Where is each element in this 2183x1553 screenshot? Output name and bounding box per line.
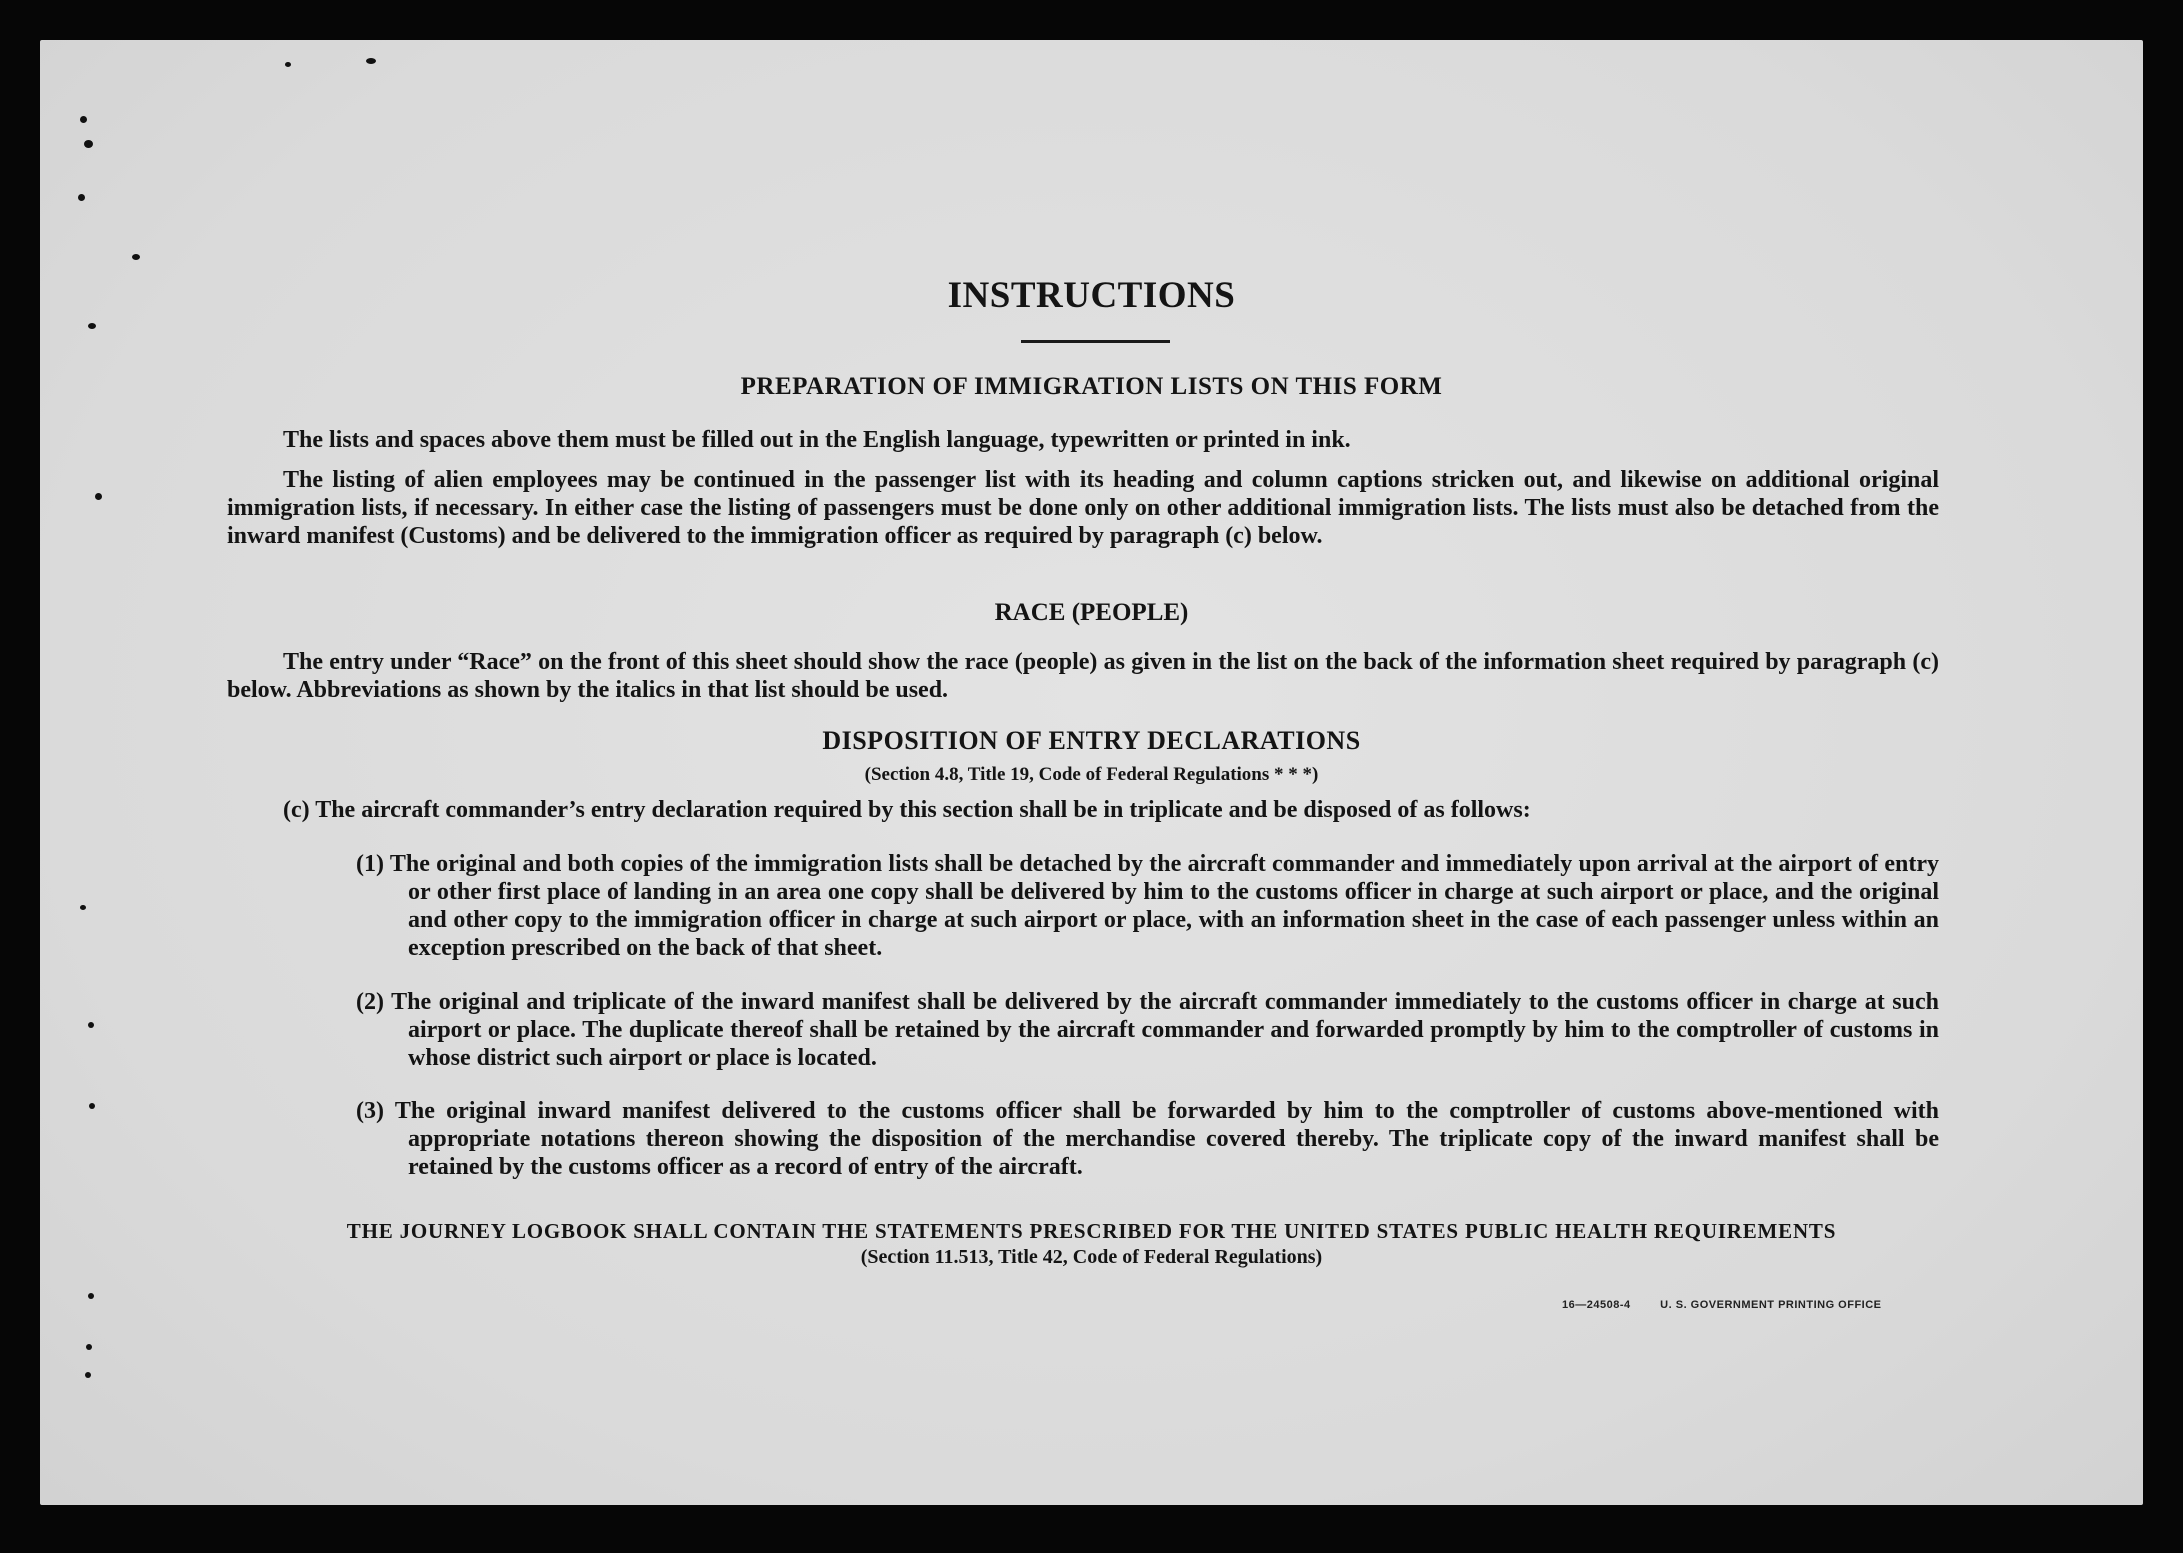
preparation-paragraph-2: The listing of alien employees may be continued in the passenger list with its heading and column captions stricken out, and likewise on additional original immigration lists, if necessary. In either case the listing of passengers must be done only on other additional immigration lists. The lists must also be detached from the inward manifest (Customs) and be delivered to the immigration officer as required by paragraph (c) below. (227, 467, 1939, 549)
disposition-item-2: (2) The original and triplicate of the inward manifest shall be delivered by the aircraft commander immediately to the customs officer in charge at such airport or place. The duplicate thereof shall be retained by the aircraft commander and forwarded promptly by him to the comptroller of customs in whose district such airport or place is located. (356, 989, 1939, 1071)
printer-footer (1562, 1299, 1882, 1311)
section-heading-disposition: DISPOSITION OF ENTRY DECLARATIONS (822, 726, 1361, 755)
printer-name: U. S. GOVERNMENT PRINTING OFFICE (1660, 1299, 1882, 1311)
logbook-reference: (Section 11.513, Title 42, Code of Federal Regulations) (860, 1246, 1323, 1268)
scan-speck (95, 493, 102, 500)
scan-speck (86, 1344, 92, 1350)
scan-speck (132, 254, 140, 260)
form-number: 16—24508-4 (1562, 1299, 1631, 1311)
preparation-paragraph-1: The lists and spaces above them must be filled out in the English language, typewritten or printed in ink. (283, 427, 1351, 453)
section-subheading-disposition: (Section 4.8, Title 19, Code of Federal Regulations * * *) (864, 764, 1319, 785)
scan-speck (84, 140, 93, 148)
scan-speck (80, 116, 87, 123)
scan-speck (366, 58, 376, 64)
section-heading-race: RACE (PEOPLE) (994, 599, 1189, 626)
disposition-intro: (c) The aircraft commander’s entry declaration required by this section shall be in triplicate and be disposed of as follows: (283, 797, 1531, 823)
scan-speck (88, 1293, 94, 1299)
scan-speck (285, 62, 291, 67)
disposition-item-1: (1) The original and both copies of the immigration lists shall be detached by the aircraft commander and immediately upon arrival at the airport of entry or other first place of landing in an area one copy shall be delivered by him to the customs officer in charge at such airport or place, and the original and other copy to the immigration officer in charge at such airport or place, with an information sheet in the case of each passenger unless within an exception prescribed on the back of that sheet. (356, 851, 1939, 961)
scan-speck (89, 1103, 95, 1109)
scan-speck (88, 323, 96, 329)
scan-speck (80, 905, 86, 910)
disposition-item-3: (3) The original inward manifest delivered to the customs officer shall be forwarded by him to the comptroller of customs above-mentioned with appropriate notations thereon showing the disposition of the merchandise covered thereby. The triplicate copy of the inward manifest shall be retained by the customs officer as a record of entry of the aircraft. (356, 1098, 1939, 1180)
title-underline (1021, 340, 1170, 343)
section-heading-preparation: PREPARATION OF IMMIGRATION LISTS ON THIS FORM (740, 373, 1443, 400)
scan-speck (78, 194, 85, 201)
scan-speck (88, 1022, 94, 1028)
logbook-statement: THE JOURNEY LOGBOOK SHALL CONTAIN THE STATEMENTS PRESCRIBED FOR THE UNITED STATES PUBLIC HEALTH REQUIREMENTS (346, 1219, 1837, 1243)
page-title: INSTRUCTIONS (947, 275, 1236, 316)
scan-speck (85, 1372, 91, 1378)
race-paragraph: The entry under “Race” on the front of this sheet should show the race (people) as given in the list on the back of the information sheet required by paragraph (c) below. Abbreviations as shown by the italics in that list should be used. (227, 649, 1939, 703)
